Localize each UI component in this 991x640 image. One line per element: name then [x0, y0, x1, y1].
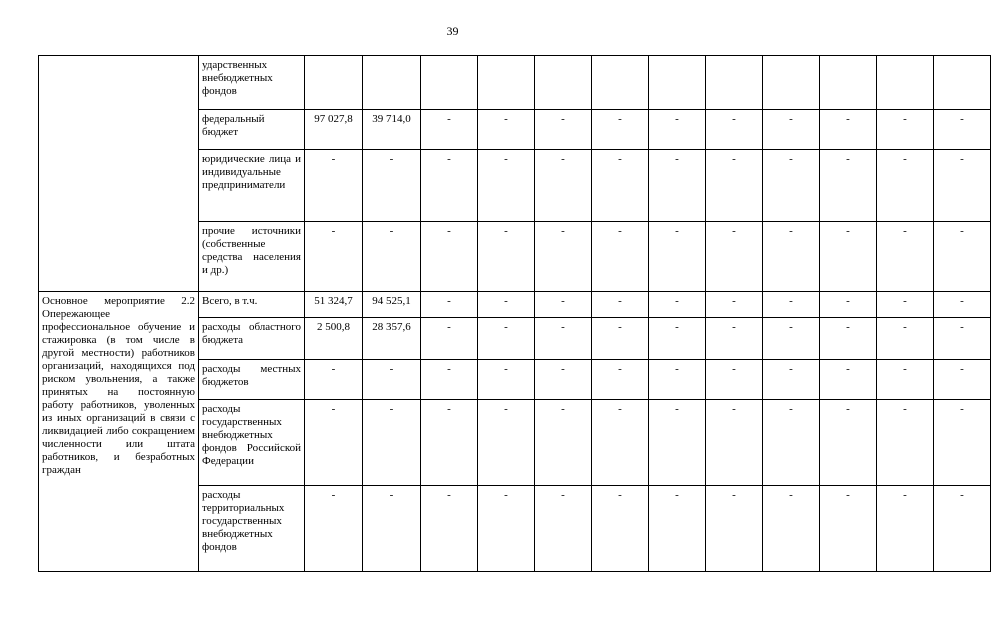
- value-cell: -: [763, 150, 820, 222]
- value-cell: -: [934, 150, 991, 222]
- value-cell: -: [478, 486, 535, 572]
- value-cell: -: [592, 360, 649, 400]
- source-cell: расходы территориальных государственных внебюджетных фондов: [199, 486, 305, 572]
- measure-cell: Основное мероприятие 2.2 Опережающее профессиональное обучение и стажировка (в том числе в другой местности) работников организаций, находящихся под риском увольнения, а также принятых на постоянную работу работников, уволенных из иных организаций в связи с ликвидацией либо сокращением численности или штата работников, и безработных граждан: [39, 292, 199, 572]
- value-cell: -: [649, 110, 706, 150]
- value-cell: -: [763, 318, 820, 360]
- table-row: [39, 292, 991, 318]
- value-cell: -: [363, 222, 421, 292]
- value-cell: 97 027,8: [305, 110, 363, 150]
- value-cell: 39 714,0: [363, 110, 421, 150]
- value-cell: -: [706, 110, 763, 150]
- value-cell: -: [478, 318, 535, 360]
- value-cell: -: [535, 318, 592, 360]
- value-cell: -: [706, 292, 763, 318]
- value-cell: -: [592, 292, 649, 318]
- value-cell: -: [592, 222, 649, 292]
- value-cell: -: [363, 486, 421, 572]
- source-cell: федеральный бюджет: [199, 110, 305, 150]
- value-cell: -: [934, 110, 991, 150]
- source-cell: расходы областного бюджета: [199, 318, 305, 360]
- value-cell: -: [592, 486, 649, 572]
- value-cell: -: [706, 318, 763, 360]
- value-cell: -: [305, 486, 363, 572]
- value-cell: -: [363, 400, 421, 486]
- value-cell: -: [877, 400, 934, 486]
- value-cell: -: [934, 292, 991, 318]
- value-cell: -: [535, 222, 592, 292]
- value-cell: -: [478, 222, 535, 292]
- value-cell: -: [478, 110, 535, 150]
- value-cell: -: [305, 222, 363, 292]
- value-cell: -: [877, 222, 934, 292]
- value-cell: -: [535, 150, 592, 222]
- value-cell: -: [592, 110, 649, 150]
- value-cell: -: [305, 150, 363, 222]
- value-cell: -: [363, 360, 421, 400]
- value-cell: -: [478, 150, 535, 222]
- value-cell: -: [649, 486, 706, 572]
- measure-cell: [39, 56, 199, 292]
- value-cell: -: [934, 222, 991, 292]
- value-cell: -: [535, 486, 592, 572]
- value-cell: -: [706, 360, 763, 400]
- value-cell: -: [763, 486, 820, 572]
- value-cell: -: [592, 400, 649, 486]
- value-cell: -: [706, 486, 763, 572]
- value-cell: [877, 56, 934, 110]
- value-cell: -: [820, 150, 877, 222]
- value-cell: -: [763, 222, 820, 292]
- value-cell: -: [763, 110, 820, 150]
- value-cell: -: [934, 486, 991, 572]
- value-cell: -: [649, 360, 706, 400]
- value-cell: [934, 56, 991, 110]
- value-cell: -: [934, 400, 991, 486]
- value-cell: -: [421, 292, 478, 318]
- value-cell: -: [820, 360, 877, 400]
- value-cell: [535, 56, 592, 110]
- budget-table: [38, 55, 991, 572]
- value-cell: -: [535, 292, 592, 318]
- value-cell: -: [820, 222, 877, 292]
- value-cell: -: [535, 110, 592, 150]
- value-cell: -: [934, 318, 991, 360]
- value-cell: -: [421, 110, 478, 150]
- value-cell: [305, 56, 363, 110]
- value-cell: -: [820, 292, 877, 318]
- value-cell: -: [649, 400, 706, 486]
- value-cell: [820, 56, 877, 110]
- value-cell: -: [877, 292, 934, 318]
- value-cell: -: [877, 110, 934, 150]
- value-cell: -: [305, 360, 363, 400]
- value-cell: [649, 56, 706, 110]
- value-cell: -: [421, 318, 478, 360]
- value-cell: -: [421, 222, 478, 292]
- value-cell: -: [478, 360, 535, 400]
- value-cell: 28 357,6: [363, 318, 421, 360]
- value-cell: -: [820, 486, 877, 572]
- value-cell: [478, 56, 535, 110]
- source-cell: прочие источники (собственные средства населения и др.): [199, 222, 305, 292]
- value-cell: -: [820, 400, 877, 486]
- value-cell: [706, 56, 763, 110]
- value-cell: -: [421, 150, 478, 222]
- value-cell: -: [421, 400, 478, 486]
- value-cell: 94 525,1: [363, 292, 421, 318]
- value-cell: -: [763, 360, 820, 400]
- page-number: 39: [446, 24, 459, 38]
- value-cell: -: [877, 318, 934, 360]
- source-cell: Всего, в т.ч.: [199, 292, 305, 318]
- value-cell: -: [649, 222, 706, 292]
- value-cell: -: [763, 400, 820, 486]
- value-cell: -: [478, 292, 535, 318]
- value-cell: -: [763, 292, 820, 318]
- source-cell: расходы государственных внебюджетных фондов Российской Федерации: [199, 400, 305, 486]
- value-cell: -: [478, 400, 535, 486]
- source-cell: расходы местных бюджетов: [199, 360, 305, 400]
- value-cell: -: [535, 360, 592, 400]
- value-cell: -: [706, 400, 763, 486]
- value-cell: [421, 56, 478, 110]
- value-cell: -: [934, 360, 991, 400]
- value-cell: -: [649, 292, 706, 318]
- value-cell: -: [706, 150, 763, 222]
- value-cell: -: [649, 318, 706, 360]
- value-cell: -: [877, 360, 934, 400]
- value-cell: -: [649, 150, 706, 222]
- value-cell: -: [305, 400, 363, 486]
- value-cell: -: [363, 150, 421, 222]
- value-cell: -: [421, 486, 478, 572]
- value-cell: -: [820, 110, 877, 150]
- value-cell: -: [592, 150, 649, 222]
- value-cell: [763, 56, 820, 110]
- value-cell: [363, 56, 421, 110]
- value-cell: -: [421, 360, 478, 400]
- value-cell: 51 324,7: [305, 292, 363, 318]
- source-cell: ударственных внебюджетных фондов: [199, 56, 305, 110]
- value-cell: -: [592, 318, 649, 360]
- value-cell: 2 500,8: [305, 318, 363, 360]
- value-cell: [592, 56, 649, 110]
- value-cell: -: [706, 222, 763, 292]
- value-cell: -: [535, 400, 592, 486]
- table-row: [39, 56, 991, 110]
- value-cell: -: [877, 150, 934, 222]
- source-cell: юридические лица и индивидуальные предприниматели: [199, 150, 305, 222]
- value-cell: -: [820, 318, 877, 360]
- value-cell: -: [877, 486, 934, 572]
